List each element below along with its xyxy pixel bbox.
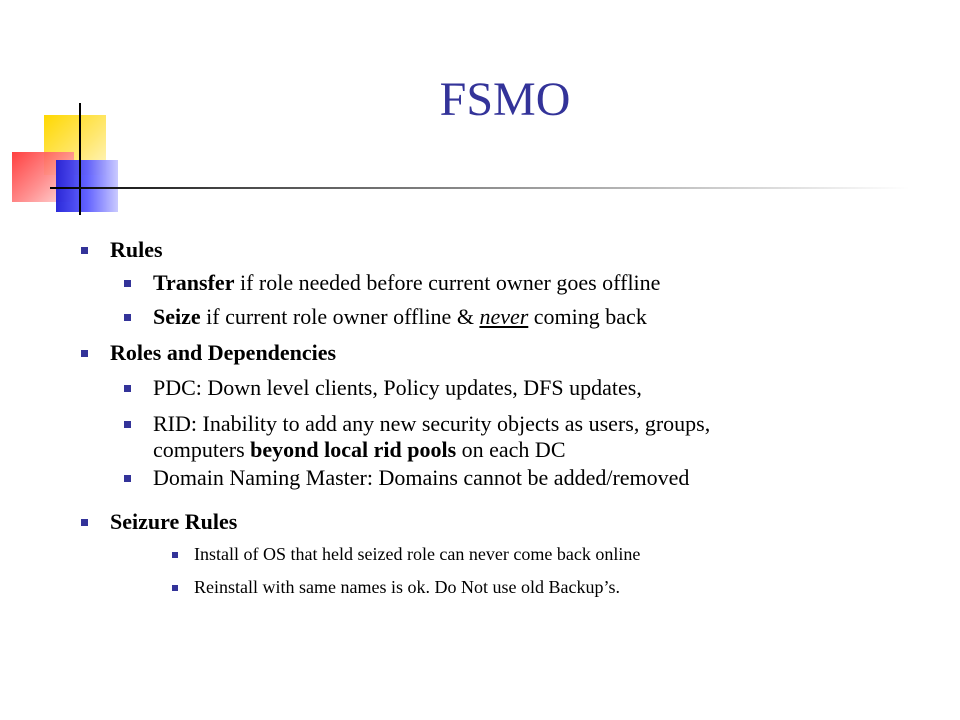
bullet-text xyxy=(153,465,689,491)
bullet-text xyxy=(110,340,336,366)
square-bullet-icon xyxy=(124,314,131,321)
text-run: if current role owner offline & xyxy=(200,304,480,329)
text-run: on each DC xyxy=(456,437,566,462)
square-bullet-icon xyxy=(81,247,88,254)
text-run: beyond local rid pools xyxy=(250,437,457,462)
text-run: Reinstall with same names is ok. Do Not use old Backup’s. xyxy=(194,577,620,597)
bullet-text xyxy=(194,576,620,598)
square-bullet-icon xyxy=(124,280,131,287)
square-bullet-icon xyxy=(172,585,178,591)
text-run: Transfer xyxy=(153,270,235,295)
square-bullet-icon xyxy=(81,350,88,357)
decor-blue-square xyxy=(56,160,118,212)
text-run: computers xyxy=(153,437,251,462)
bullet-text xyxy=(153,270,660,296)
square-bullet-icon xyxy=(172,552,178,558)
text-run: never xyxy=(479,304,529,329)
square-bullet-icon xyxy=(124,385,131,392)
text-run: PDC: Down level clients, Policy updates, DFS updates, xyxy=(153,375,642,400)
text-run: Install of OS that held seized role can never come back online xyxy=(194,544,641,564)
bullet-text xyxy=(110,509,237,535)
title-underline xyxy=(50,187,910,189)
square-bullet-icon xyxy=(81,519,88,526)
text-run: coming back xyxy=(528,304,647,329)
bullet-text xyxy=(153,411,710,463)
text-run: if role needed before current owner goes offline xyxy=(234,270,661,295)
text-run: Roles and Dependencies xyxy=(110,340,337,365)
square-bullet-icon xyxy=(124,475,131,482)
bullet-text xyxy=(110,237,163,263)
text-run: Rules xyxy=(110,237,163,262)
bullet-text xyxy=(194,543,640,565)
text-run: RID: Inability to add any new security objects as users, groups, xyxy=(153,411,711,436)
text-run: Domain Naming Master: Domains cannot be added/removed xyxy=(153,465,690,490)
bullet-text xyxy=(153,375,642,401)
text-run: Seize xyxy=(153,304,201,329)
square-bullet-icon xyxy=(124,421,131,428)
text-run: Seizure Rules xyxy=(110,509,238,534)
slide-title: FSMO xyxy=(439,73,571,126)
bullet-text xyxy=(153,304,647,330)
